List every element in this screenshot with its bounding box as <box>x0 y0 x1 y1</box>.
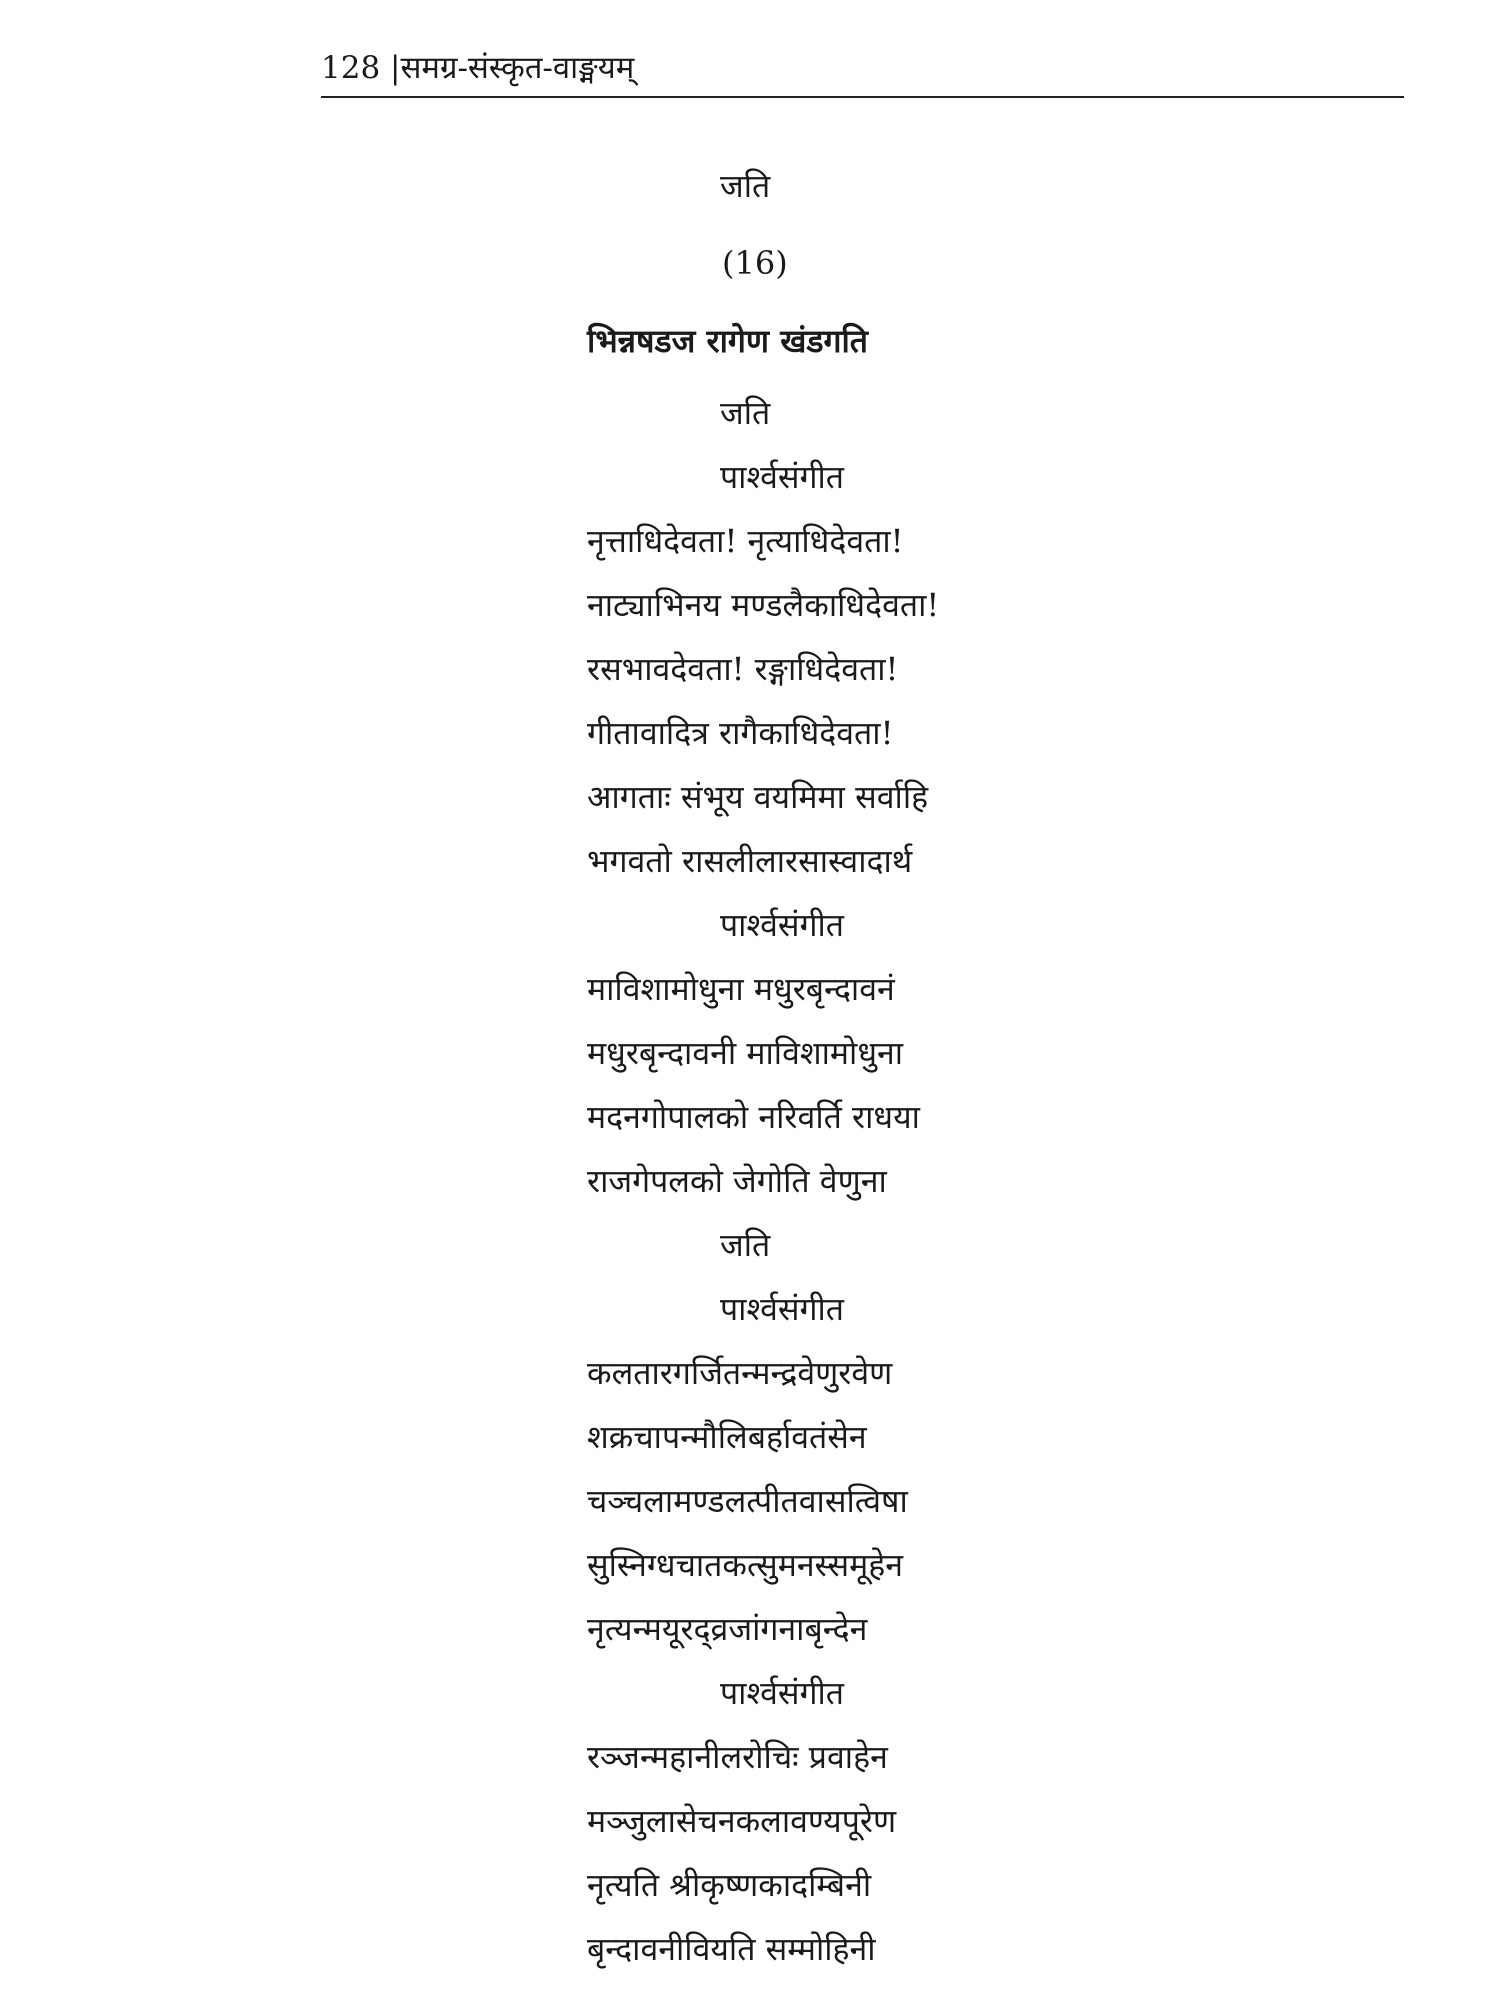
running-header <box>321 48 634 88</box>
header-rule <box>321 96 1404 98</box>
verse-line: नाट्याभिनय मण्डलैकाधिदेवता! <box>587 586 940 624</box>
verse-label: पार्श्वसंगीत <box>720 1290 845 1328</box>
verse-label: पार्श्वसंगीत <box>720 1674 845 1712</box>
verse-line: राजगेपलको जेगोति वेणुना <box>587 1162 887 1200</box>
verse-label: पार्श्वसंगीत <box>720 458 845 496</box>
verse-label: जति <box>720 394 771 432</box>
book-title: |समग्र-संस्कृत-वाङ्मयम् <box>390 50 635 86</box>
verse-line: मञ्जुलासेचनकलावण्यपूरेण <box>587 1802 897 1840</box>
verse-line: गीतावादित्र रागैकाधिदेवता! <box>587 714 894 752</box>
verse-line: नृत्यन्मयूरद्व्रजांगनाबृन्देन <box>587 1610 868 1648</box>
verse-label: जति <box>720 167 771 205</box>
page-number: 128 <box>321 50 381 86</box>
section-heading: भिन्नषडज रागेण खंडगति <box>587 322 869 360</box>
verse-line: नृत्ताधिदेवता! नृत्याधिदेवता! <box>587 522 904 560</box>
verse-line: भगवतो रासलीलारसास्वादार्थ <box>587 842 913 880</box>
verse-line: सुस्निग्धचातकत्सुमनस्समूहेन <box>587 1546 903 1584</box>
verse-line: माविशामोधुना मधुरबृन्दावनं <box>587 970 895 1008</box>
verse-line: मधुरबृन्दावनी माविशामोधुना <box>587 1034 904 1072</box>
verse-line: नृत्यति श्रीकृष्णकादम्बिनी <box>587 1866 872 1904</box>
verse-line: शक्रचापन्मौलिबर्हावतंसेन <box>587 1418 867 1456</box>
verse-label: पार्श्वसंगीत <box>720 906 845 944</box>
verse-line: चञ्चलामण्डलत्पीतवासत्विषा <box>587 1482 908 1520</box>
verse-line: आगताः संभूय वयमिमा सर्वाहि <box>587 778 929 816</box>
verse-line: रञ्जन्महानीलरोचिः प्रवाहेन <box>587 1738 888 1776</box>
verse-line: कलतारगर्जितन्मन्द्रवेणुरवेण <box>587 1354 893 1392</box>
verse-label: जति <box>720 1226 771 1264</box>
verse-line: मदनगोपालको नरिवर्ति राधया <box>587 1098 920 1136</box>
section-number: (16) <box>722 244 788 282</box>
verse-line: रसभावदेवता! रङ्गाधिदेवता! <box>587 650 899 688</box>
verse-line: बृन्दावनीवियति सम्मोहिनी <box>587 1930 876 1968</box>
